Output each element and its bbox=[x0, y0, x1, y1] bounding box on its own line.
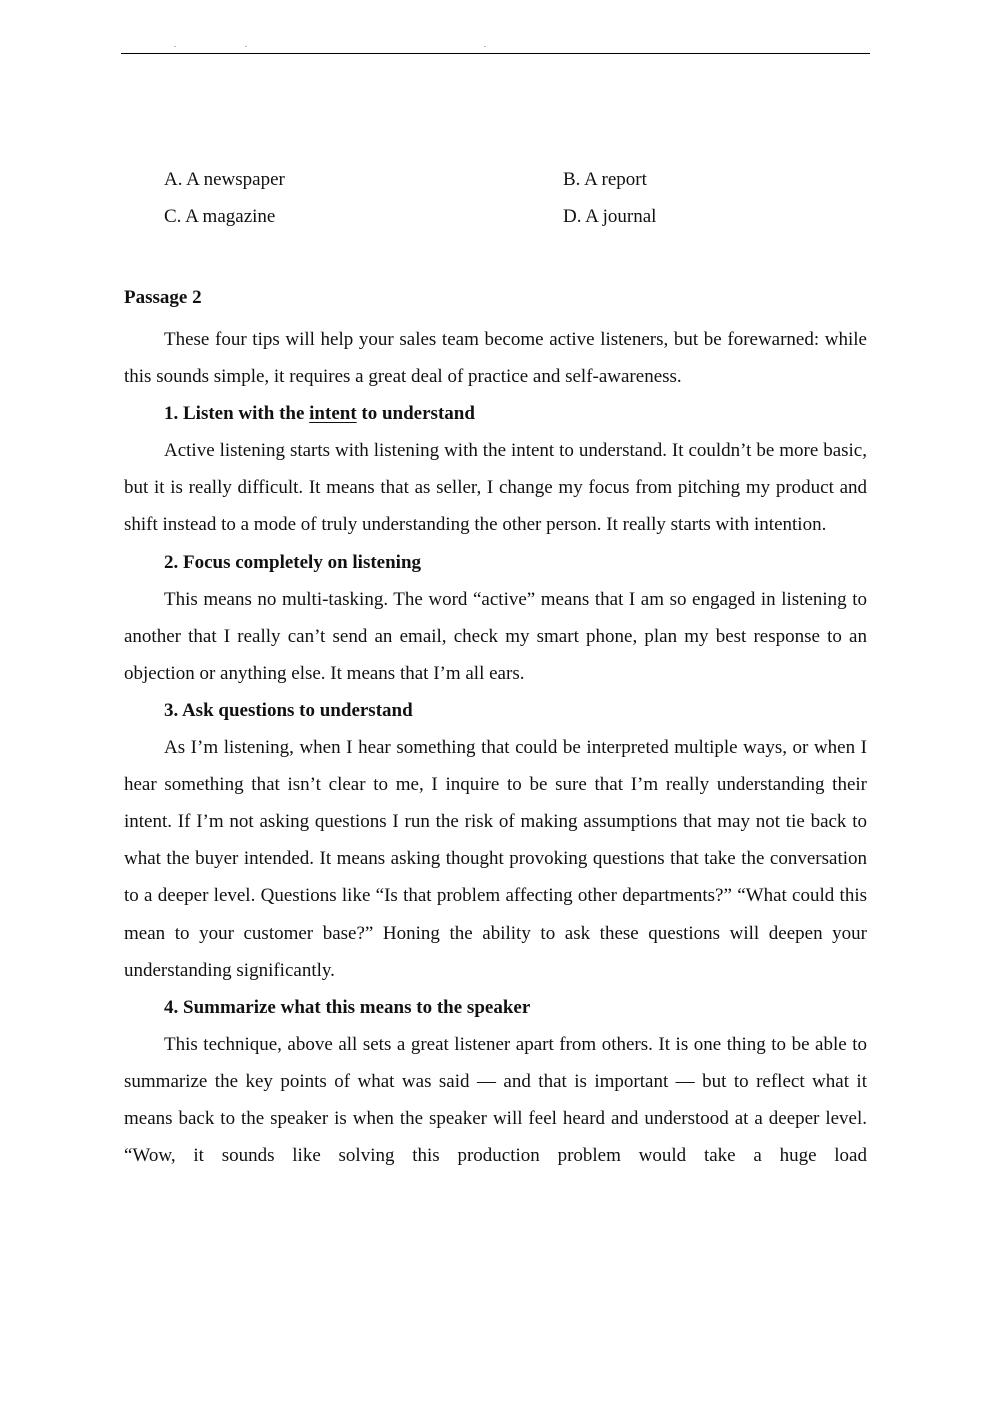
header-dot: . bbox=[245, 40, 247, 49]
option-a: A. A newspaper bbox=[164, 169, 285, 190]
tip-body-1: Active listening starts with listening with the intent to understand. It couldn’t be more basic, but it is really difficult. It means that as seller, I change my focus from pitching my product and shift instead to a mode of truly understanding the other person. It really starts with intention. bbox=[124, 440, 867, 536]
header-rule bbox=[121, 53, 870, 54]
header-dot: . bbox=[174, 40, 176, 49]
passage-title: Passage 2 bbox=[124, 287, 202, 308]
tip-body-3: As I’m listening, when I hear something that could be interpreted multiple ways, or when I hear something that isn’t clear to me, I inquire to be sure that I’m really understanding their intent. If I’m not asking questions I run the risk of making assumptions that may not tie back to what the buyer intended. It means asking thought provoking questions that take the conversation to a deeper level. Questions like “Is that problem affecting other departments?” “What could this mean to your customer base?” Honing the ability to ask these questions will deepen your understanding significantly. bbox=[124, 737, 867, 981]
header-dot: . bbox=[484, 40, 486, 49]
passage-body bbox=[124, 321, 867, 1174]
tip-heading-2: 2. Focus completely on listening bbox=[164, 551, 422, 573]
tip-heading-1-post: to understand bbox=[356, 403, 475, 425]
option-d: D. A journal bbox=[563, 206, 657, 227]
tip-body-2: This means no multi-tasking. The word “active” means that I am so engaged in listening to another that I really can’t send an email, check my smart phone, plan my best response to an objection or anything else. It means that I’m all ears. bbox=[124, 588, 867, 684]
tip-heading-4: 4. Summarize what this means to the speaker bbox=[164, 996, 531, 1018]
intro-paragraph: These four tips will help your sales team become active listeners, but be forewarned: while this sounds simple, it requires a great deal of practice and self-awareness. bbox=[124, 329, 867, 388]
tip-heading-1-pre: 1. Listen with the bbox=[164, 403, 310, 425]
option-c: C. A magazine bbox=[164, 206, 276, 227]
tip-body-4: This technique, above all sets a great listener apart from others. It is one thing to be able to summarize the key points of what was said — and that is important — but to reflect what it means back to the speaker is when the speaker will feel heard and understood at a deeper level. “Wow, it sounds like solving this production problem would take a huge load bbox=[124, 1033, 867, 1167]
option-b: B. A report bbox=[563, 169, 647, 190]
tip-heading-3: 3. Ask questions to understand bbox=[164, 699, 413, 721]
tip-heading-1-underlined: intent bbox=[309, 403, 357, 425]
tip-heading-1 bbox=[124, 395, 867, 432]
